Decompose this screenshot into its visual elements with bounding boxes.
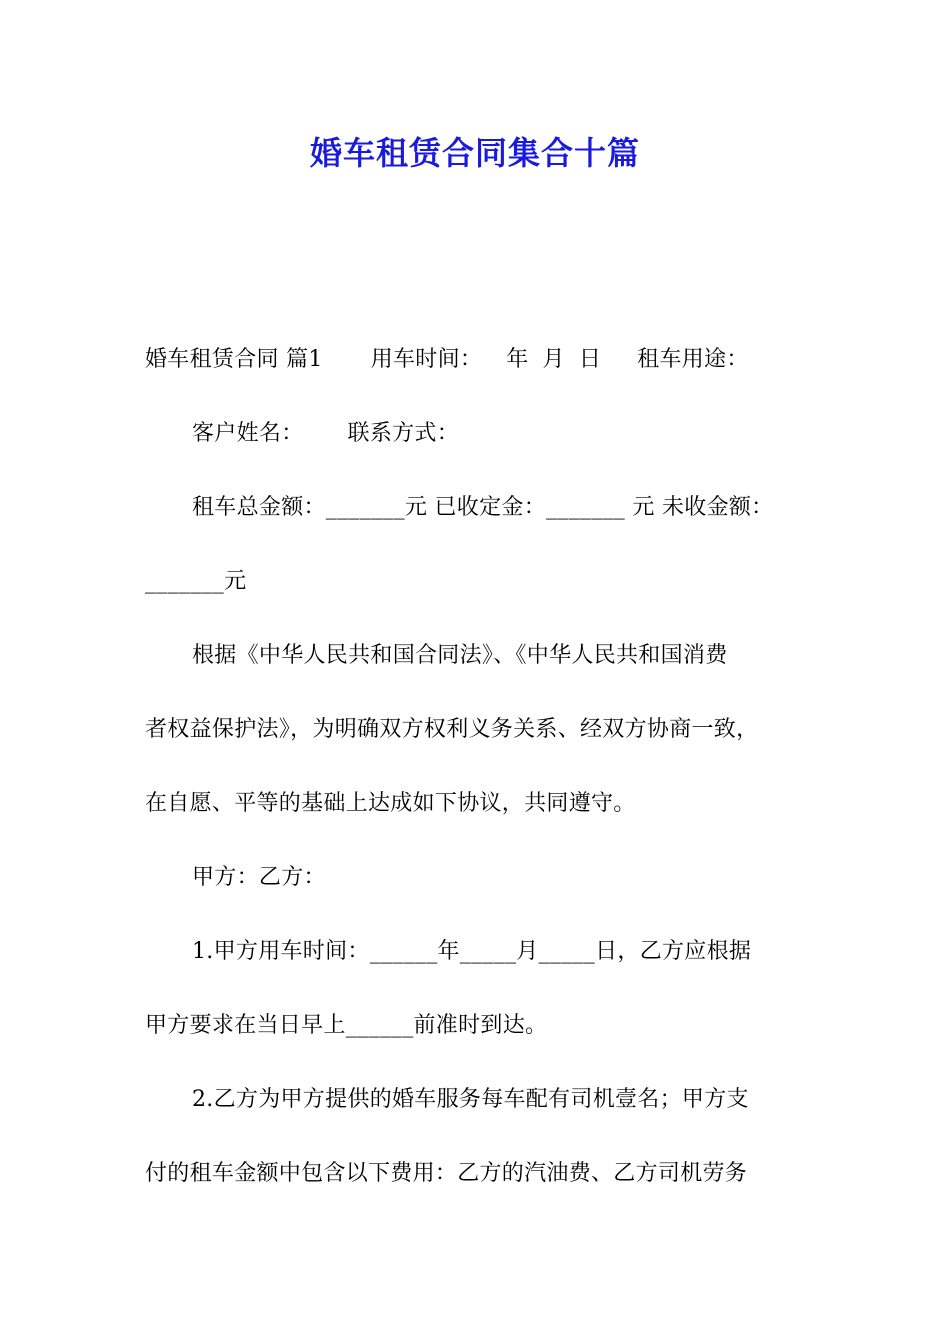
contract-heading: 婚车租赁合同 篇1: [145, 347, 323, 372]
document-title: 婚车租赁合同集合十篇: [309, 134, 640, 172]
clause-1-line: 1.甲方用车时间：______年_____月_____日，乙方应根据: [192, 939, 752, 964]
document-body: [145, 340, 820, 1228]
header-info-line: [145, 340, 820, 414]
amount-line-cont: _______元: [145, 569, 247, 594]
paragraph-line: 根据《中华人民共和国合同法》、《中华人民共和国消费: [192, 643, 728, 668]
contact-label: 联系方式：: [347, 421, 460, 446]
amount-line: 租车总金额：_______元 已收定金：_______ 元 未收金额：: [192, 495, 774, 520]
day-label: 日: [578, 347, 602, 372]
customer-info-line: [145, 414, 820, 488]
customer-name-label: 客户姓名：: [192, 421, 304, 446]
parties-line: 甲方：乙方：: [192, 865, 326, 890]
usage-purpose-label: 租车用途：: [637, 347, 749, 372]
clause-2-line-cont: 付的租车金额中包含以下费用：乙方的汽油费、乙方司机劳务: [145, 1161, 748, 1186]
year-label: 年: [506, 347, 529, 372]
clause-1-line-cont: 甲方要求在当日早上______前准时到达。: [145, 1013, 548, 1038]
paragraph-line: 者权益保护法》，为明确双方权利义务关系、经双方协商一致，: [145, 717, 759, 742]
usage-time-label: 用车时间：: [370, 347, 483, 372]
paragraph-line: 在自愿、平等的基础上达成如下协议，共同遵守。: [145, 791, 636, 816]
clause-2-line: 2.乙方为甲方提供的婚车服务每车配有司机壹名；甲方支: [192, 1087, 749, 1112]
month-label: 月: [542, 347, 565, 372]
